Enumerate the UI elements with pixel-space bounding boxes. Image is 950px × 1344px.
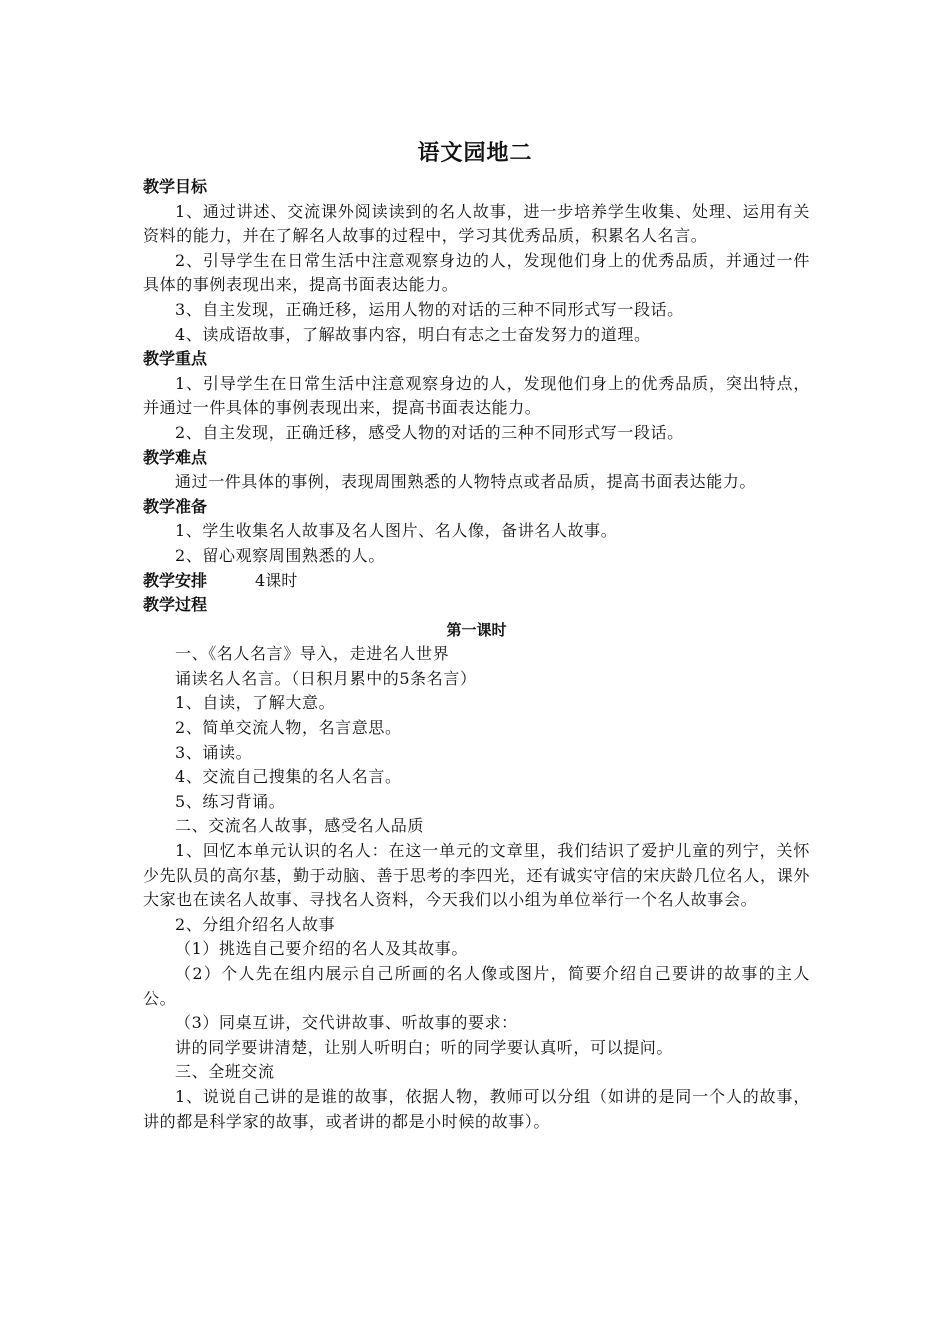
- difficulty-item: 通过一件具体的事例，表现周围熟悉的人物特点或者品质，提高书面表达能力。: [175, 472, 757, 492]
- document-body: [143, 175, 810, 1134]
- preparation-item: 2、留心观察周围熟悉的人。: [175, 545, 385, 565]
- process-line: （3）同桌互讲，交代讲故事、听故事的要求：: [175, 1013, 518, 1033]
- process-line: （1）挑选自己要介绍的名人及其故事。: [175, 939, 468, 959]
- process-line: 1、回忆本单元认识的名人：在这一单元的文章里，我们结识了爱护儿童的列宁，关怀少先队员的高尔基，勤于动脑、善于思考的李四光，还有诚实守信的宋庆龄几位名人，课外大家也在读名人故事、寻找名人资料，今天我们以小组为单位举行一个名人故事会。: [143, 841, 810, 910]
- goal-item: 3、自主发现，正确迁移，运用人物的对话的三种不同形式写一段话。: [175, 299, 684, 319]
- process-line: 一、《名人名言》导入，走进名人世界: [175, 644, 450, 664]
- process-heading: 教学过程: [143, 595, 208, 615]
- lesson-title: 第一课时: [446, 620, 507, 639]
- process-line: 诵读名人名言。（日积月累中的5条名言）: [175, 668, 477, 688]
- process-line: 2、分组介绍名人故事: [175, 914, 336, 934]
- process-line: 5、练习背诵。: [175, 791, 286, 811]
- document-title: 语文园地二: [417, 141, 533, 166]
- process-line: 1、自读，了解大意。: [175, 693, 336, 713]
- process-line: 3、诵读。: [175, 742, 253, 762]
- preparation-heading: 教学准备: [143, 496, 208, 516]
- process-line: 三、全班交流: [175, 1062, 275, 1082]
- goal-item: 2、引导学生在日常生活中注意观察身边的人，发现他们身上的优秀品质，并通过一件具体的事例表现出来，提高书面表达能力。: [143, 250, 810, 295]
- process-line: 1、说说自己讲的是谁的故事，依据人物，教师可以分组（如讲的是同一个人的故事，讲的都是科学家的故事，或者讲的都是小时候的故事）。: [143, 1086, 810, 1131]
- goal-item: 1、通过讲述、交流课外阅读读到的名人故事，进一步培养学生收集、处理、运用有关资料的能力，并在了解名人故事的过程中，学习其优秀品质，积累名人名言。: [143, 201, 810, 246]
- preparation-item: 1、学生收集名人故事及名人图片、名人像，备讲名人故事。: [175, 521, 618, 541]
- goals-heading: 教学目标: [143, 177, 208, 196]
- process-line: 4、交流自己搜集的名人名言。: [175, 767, 402, 787]
- arrangement-value: 4课时: [255, 570, 298, 590]
- arrangement-heading: 教学安排: [143, 570, 208, 590]
- process-line: 二、交流名人故事，感受名人品质: [175, 816, 425, 836]
- process-line: 2、简单交流人物，名言意思。: [175, 718, 402, 738]
- goal-item: 4、读成语故事，了解故事内容，明白有志之士奋发努力的道理。: [175, 324, 651, 344]
- arrangement-row: [143, 569, 810, 594]
- process-line: 讲的同学要讲清楚，让别人听明白；听的同学要认真听，可以提问。: [175, 1037, 674, 1057]
- process-line: （2）个人先在组内展示自己所画的名人像或图片，简要介绍自己要讲的故事的主人公。: [143, 964, 810, 1008]
- key-points-heading: 教学重点: [143, 349, 208, 369]
- key-point-item: 2、自主发现，正确迁移，感受人物的对话的三种不同形式写一段话。: [175, 422, 684, 442]
- key-point-item: 1、引导学生在日常生活中注意观察身边的人，发现他们身上的优秀品质，突出特点，并通过一件具体的事例表现出来，提高书面表达能力。: [143, 373, 810, 418]
- difficulties-heading: 教学难点: [143, 447, 208, 467]
